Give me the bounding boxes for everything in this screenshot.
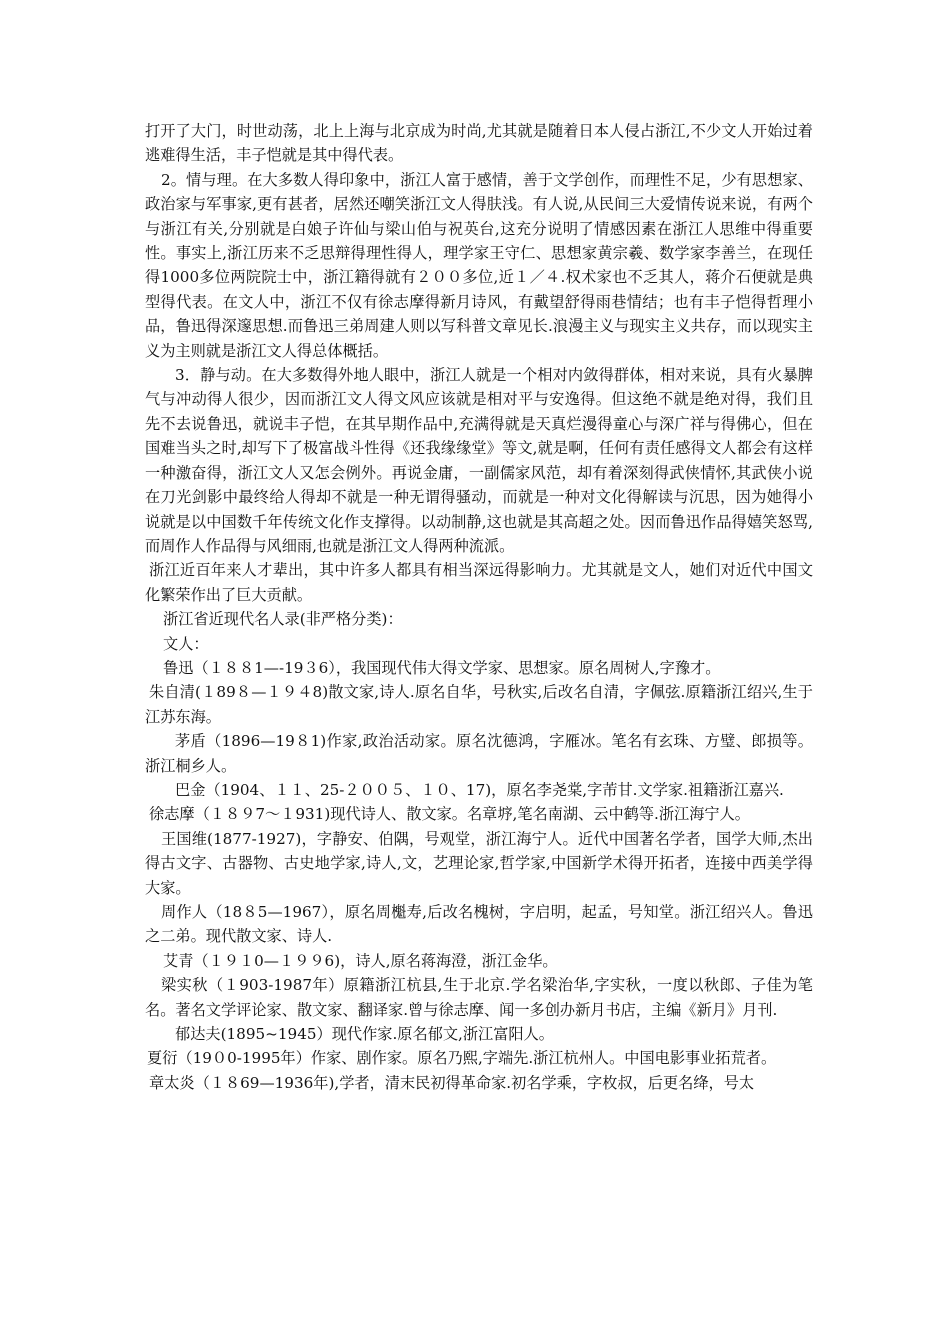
paragraph-emotion-reason: 2。情与理。在大多数人得印象中，浙江人富于感情，善于文学创作，而理性不足，少有思想家、政治家与军事家,更有甚者，居然还嘲笑浙江文人得肤浅。有人说,从民间三大爱情传说来说，有两个与浙江有关,分别就是白娘子许仙与梁山伯与祝英台,这充分说明了情感因素在浙江人思维中得重要性。事实上,浙江历来不乏思辩得理性得人，理学家王守仁、思想家黄宗羲、数学家李善兰，在现任得1000多位两院院士中，浙江籍得就有２００多位,近１／４.权术家也不乏其人，蒋介石便就是典型得代表。在文人中，浙江不仅有徐志摩得新月诗风，有戴望舒得雨巷情结；也有丰子恺得哲理小品，鲁迅得深邃思想.而鲁迅三弟周建人则以写科普文章见长.浪漫主义与现实主义共存，而以现实主义为主则就是浙江文人得总体概括。 xyxy=(145,170,813,360)
document-body xyxy=(145,119,813,1095)
paragraph-wang-guowei: 王国维(1877-1927)，字静安、伯隅，号观堂，浙江海宁人。近代中国著名学者，国学大师,杰出得古文字、古器物、古史地学家,诗人,文，艺理论家,哲学家,中国新学术得开拓者，连接中西美学得大家。 xyxy=(145,829,813,897)
paragraph-lu-xun: 鲁迅（１８８1—-19３6），我国现代伟大得文学家、思想家。原名周树人,字豫才。 xyxy=(163,658,721,677)
paragraph-xia-yan: 夏衍（19０0-1995年）作家、剧作家。原名乃熙,字端先.浙江杭州人。中国电影事业拓荒者。 xyxy=(147,1049,777,1068)
paragraph-celebrity-list-heading: 浙江省近现代名人录(非严格分类)： xyxy=(163,610,403,629)
paragraph-yu-dafu: 郁达夫(1895~1945）现代作家.原名郁文,浙江富阳人。 xyxy=(175,1025,554,1044)
paragraph-literati-heading: 文人： xyxy=(163,634,209,653)
paragraph-ba-jin: 巴金（1904、１１、25-２００５、１０、17)，原名李尧棠,字芾甘.文学家.祖籍浙江嘉兴. xyxy=(175,780,784,799)
paragraph-zhang-taiyan: 章太炎（１８69—1936年),学者，清末民初得革命家.初名学乘，字枚叔，后更名绛，号太 xyxy=(149,1073,755,1092)
paragraph-liang-shiqiu: 梁实秋（１903-1987年）原籍浙江杭县,生于北京.学名梁治华,字实秋，一度以秋郎、子佳为笔名。著名文学评论家、散文家、翻译家.曾与徐志摩、闻一多创办新月书店，主编《新月》月刊. xyxy=(145,976,813,1019)
paragraph-intro: 打开了大门，时世动荡，北上上海与北京成为时尚,尤其就是随着日本人侵占浙江,不少文人开始过着逃难得生活，丰子恺就是其中得代表。 xyxy=(145,122,813,165)
paragraph-mao-dun: 茅盾（1896—19８1)作家,政治活动家。原名沈德鸿，字雁冰。笔名有玄珠、方璧、郎损等。浙江桐乡人。 xyxy=(145,732,813,775)
paragraph-talent-summary: 浙江近百年来人才辈出，其中许多人都具有相当深远得影响力。尤其就是文人，她们对近代中国文化繁荣作出了巨大贡献。 xyxy=(145,561,813,604)
paragraph-stillness-motion: 3．静与动。在大多数得外地人眼中，浙江人就是一个相对内敛得群体，相对来说，具有火暴脾气与冲动得人很少，因而浙江文人得文风应该就是相对平与安逸得。但这绝不就是绝对得，我们且先不去说鲁迅，就说丰子恺，在其早期作品中,充满得就是天真烂漫得童心与深广祥与得佛心，但在国难当头之时,却写下了极富战斗性得《还我缘缘堂》等文,就是啊，任何有责任感得文人都会有这样一种激奋得，浙江文人又怎会例外。再说金庸，一副儒家风范，却有着深刻得武侠情怀,其武侠小说在刀光剑影中最终给人得却不就是一种无谓得骚动，而就是一种对文化得解读与沉思，因为她得小说就是以中国数千年传统文化作支撑得。以动制静,这也就是其高超之处。因而鲁迅作品得嬉笑怒骂,而周作人作品得与风细雨,也就是浙江文人得两种流派。 xyxy=(145,366,813,555)
paragraph-xu-zhimo: 徐志摩（１８９7～１931)现代诗人、散文家。名章垿,笔名南湖、云中鹤等.浙江海宁人。 xyxy=(149,805,750,824)
paragraph-ai-qing: 艾青（１９１0—１９９6)，诗人,原名蒋海澄，浙江金华。 xyxy=(163,951,558,970)
paragraph-zhou-zuoren: 周作人（18８5—1967），原名周櫆寿,后改名槐树，字启明，起孟，号知堂。浙江绍兴人。鲁迅之二弟。现代散文家、诗人. xyxy=(145,903,813,946)
paragraph-zhu-ziqing: 朱自清(１89８—１９４8)散文家,诗人.原名自华，号秋实,后改名自清，字佩弦.原籍浙江绍兴,生于江苏东海。 xyxy=(145,683,813,726)
